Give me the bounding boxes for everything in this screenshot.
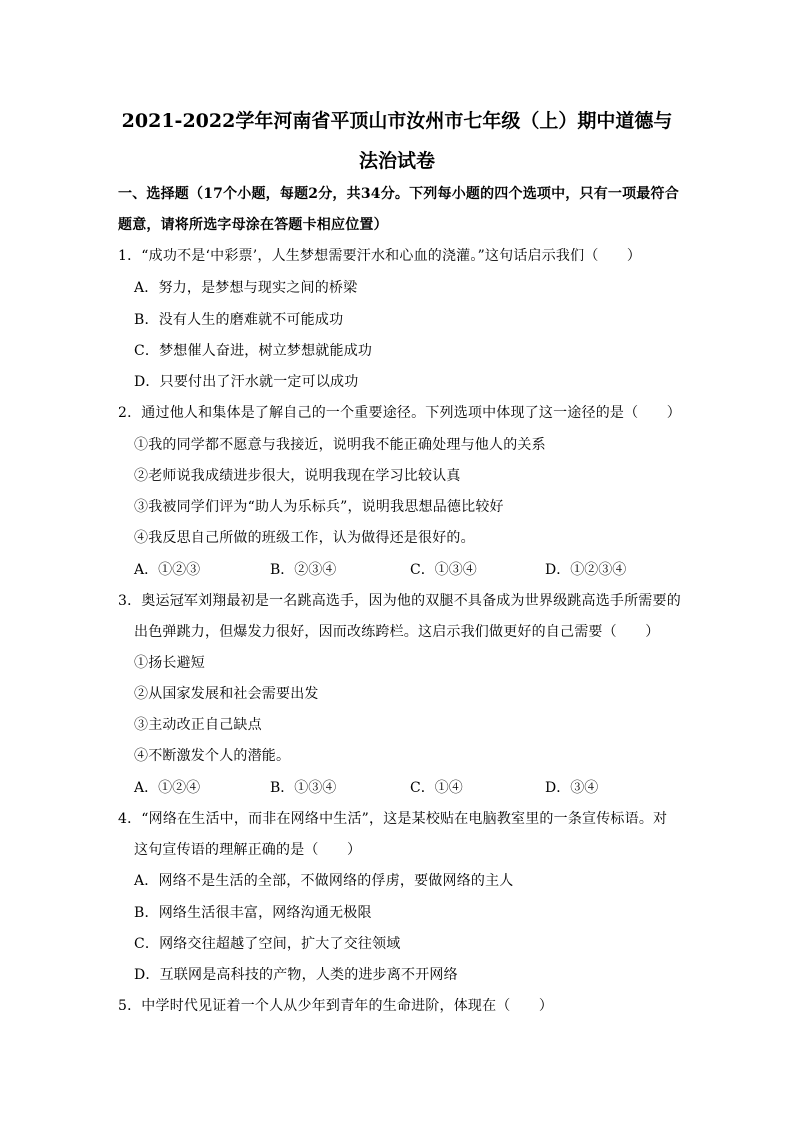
question-3-stem-line-1: 3．奥运冠军刘翔最初是一名跳高选手，因为他的双腿不具备成为世界级跳高选手所需要的 <box>118 593 681 609</box>
question-5-stem: 5．中学时代见证着一个人从少年到青年的生命进阶，体现在（ ） <box>118 998 554 1014</box>
question-2-stem: 2．通过他人和集体是了解自己的一个重要途径。下列选项中体现了这一途径的是（ ） <box>118 405 681 421</box>
question-3-item-3: ③主动改正自己缺点 <box>134 717 262 733</box>
question-2-choice-d: D．①②③④ <box>545 562 627 578</box>
question-2-item-3: ③我被同学们评为“助人为乐标兵”，说明我思想品德比较好 <box>134 499 504 515</box>
question-1-option-d: D．只要付出了汗水就一定可以成功 <box>134 374 359 390</box>
question-4-stem-line-2: 这句宣传语的理解正确的是（ ） <box>134 842 362 858</box>
question-3-choice-d: D．③④ <box>545 780 599 796</box>
question-4-option-c: C．网络交往超越了空间，扩大了交往领域 <box>134 936 401 952</box>
question-1-option-c: C．梦想催人奋进，树立梦想就能成功 <box>134 343 373 359</box>
section-heading-line-1: 一、选择题（17个小题，每题2分，共34分。下列每小题的四个选项中，只有一项最符合 <box>118 186 679 202</box>
question-3-item-4: ④不断激发个人的潜能。 <box>134 748 291 764</box>
question-1-option-b: B．没有人生的磨难就不可能成功 <box>134 312 344 328</box>
exam-title-line-2: 法治试卷 <box>358 150 435 172</box>
question-1-option-a: A．努力，是梦想与现实之间的桥梁 <box>134 280 358 296</box>
question-3-item-2: ②从国家发展和社会需要出发 <box>134 686 319 702</box>
question-3-choice-a: A．①②④ <box>134 780 201 796</box>
question-4-option-b: B．网络生活很丰富，网络沟通无极限 <box>134 905 372 921</box>
question-2-choice-a: A．①②③ <box>134 562 201 578</box>
question-2-item-2: ②老师说我成绩进步很大，说明我现在学习比较认真 <box>134 468 461 484</box>
question-3-choice-b: B．①③④ <box>270 780 337 796</box>
question-2-choice-c: C．①③④ <box>410 562 477 578</box>
section-heading-line-2: 题意，请将所选字母涂在答题卡相应位置） <box>118 217 388 233</box>
question-4-stem-line-1: 4．“网络在生活中，而非在网络中生活”，这是某校贴在电脑教室里的一条宣传标语。对 <box>118 811 668 827</box>
question-4-option-d: D．互联网是高科技的产物，人类的进步离不开网络 <box>134 967 458 983</box>
question-2-choice-b: B．②③④ <box>270 562 337 578</box>
question-2-item-4: ④我反思自己所做的班级工作，认为做得还是很好的。 <box>134 530 475 546</box>
question-3-choice-c: C．①④ <box>410 780 463 796</box>
question-3-item-1: ①扬长避短 <box>134 655 205 671</box>
question-2-item-1: ①我的同学都不愿意与我接近，说明我不能正确处理与他人的关系 <box>134 437 546 453</box>
question-1-stem: 1．“成功不是‘中彩票’，人生梦想需要汗水和心血的浇灌。”这句话启示我们（ ） <box>118 248 642 264</box>
question-3-stem-line-2: 出色弹跳力，但爆发力很好，因而改练跨栏。这启示我们做更好的自己需要（ ） <box>134 624 660 640</box>
question-4-option-a: A．网络不是生活的全部，不做网络的俘虏，要做网络的主人 <box>134 873 514 889</box>
exam-title-line-1: 2021-2022学年河南省平顶山市汝州市七年级（上）期中道德与 <box>121 110 673 132</box>
